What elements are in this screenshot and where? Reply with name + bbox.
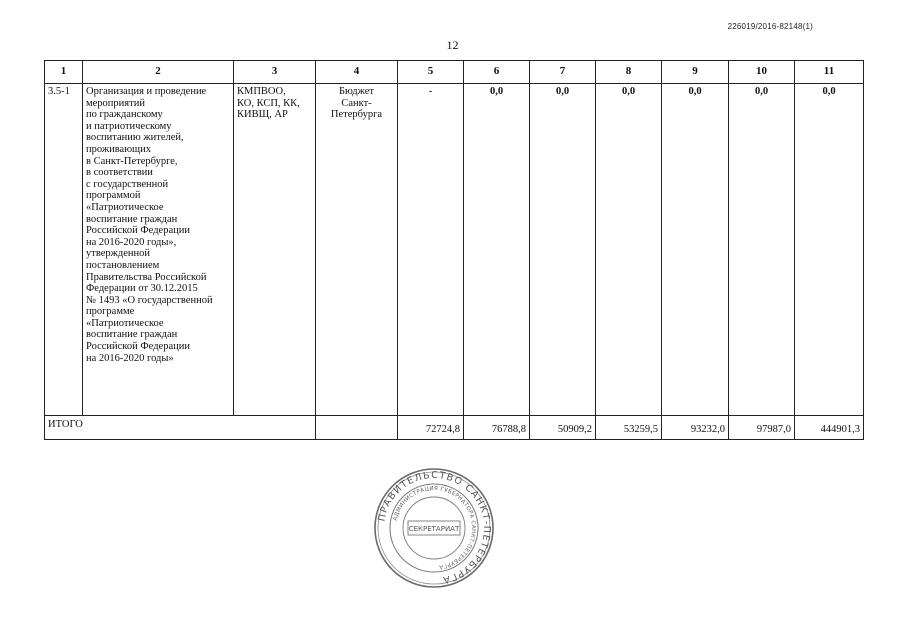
description-line: на 2016-2020 годы»,: [86, 236, 177, 248]
description-line: № 1493 «О государственной: [86, 294, 213, 306]
column-number: 7: [530, 61, 596, 84]
column-number: 1: [45, 61, 83, 84]
column-number: 6: [464, 61, 530, 84]
description-line: «Патриотическое: [86, 317, 164, 329]
description-line: в Санкт-Петербурге,: [86, 155, 178, 167]
column-number: 9: [662, 61, 729, 84]
description-line: на 2016-2020 годы»: [86, 352, 174, 364]
executors-line: КИВЩ, АР: [237, 109, 288, 121]
description-line: Федерации от 30.12.2015: [86, 283, 198, 295]
total-value: 97987,0: [729, 416, 795, 440]
description-line: программой: [86, 190, 141, 202]
total-empty-cell: [316, 416, 398, 440]
seal-outer-text: ПРАВИТЕЛЬСТВО САНКТ-ПЕТЕРБУРГА: [376, 469, 493, 586]
description-line: Организация и проведение: [86, 86, 207, 97]
description-line: «Патриотическое: [86, 201, 164, 213]
seal-inner-text: АДМИНИСТРАЦИЯ ГУБЕРНАТОРА САНКТ-ПЕТЕРБУРГА: [392, 485, 477, 570]
document-id: 226019/2016-82148(1): [727, 22, 813, 31]
row-value: 0,0: [530, 84, 596, 416]
row-executors: [234, 84, 316, 416]
total-value: 93232,0: [662, 416, 729, 440]
description-line: и патриотическому: [86, 120, 172, 132]
funding-source-line: Санкт-: [341, 97, 372, 109]
description-line: Правительства Российской: [86, 271, 207, 283]
total-value: 53259,5: [596, 416, 662, 440]
row-value: 0,0: [596, 84, 662, 416]
total-row: [45, 416, 864, 440]
description-line: воспитанию жителей,: [86, 132, 184, 144]
description-line: проживающих: [86, 143, 152, 155]
column-number: 11: [795, 61, 864, 84]
funding-source-line: Бюджет: [338, 86, 375, 97]
official-seal-stamp: [372, 466, 496, 590]
description-line: мероприятий: [86, 97, 145, 109]
column-number: 3: [234, 61, 316, 84]
total-label: ИТОГО: [45, 416, 316, 440]
page-number: 12: [446, 38, 459, 52]
description-line: Российской Федерации: [86, 341, 190, 353]
column-number: 4: [316, 61, 398, 84]
description-line: Российской Федерации: [86, 225, 190, 237]
funding-source-line: Петербурга: [330, 109, 383, 121]
row-value: 0,0: [795, 84, 864, 416]
total-value: 72724,8: [398, 416, 464, 440]
description-line: программе: [86, 306, 135, 318]
column-number: 10: [729, 61, 795, 84]
column-number: 8: [596, 61, 662, 84]
table-row: [45, 84, 864, 416]
total-value: 50909,2: [530, 416, 596, 440]
budget-table: [44, 60, 864, 440]
description-line: в соответствии: [86, 167, 153, 179]
row-funding-source: [316, 84, 398, 416]
executors-line: КО, КСП, КК,: [237, 97, 300, 109]
description-line: воспитание граждан: [86, 329, 178, 341]
column-number: 2: [83, 61, 234, 84]
total-value: 444901,3: [795, 416, 864, 440]
row-description: [83, 84, 234, 416]
total-value: 76788,8: [464, 416, 530, 440]
executors-line: КМПВОО,: [237, 86, 286, 97]
row-value: 0,0: [729, 84, 795, 416]
seal-center-text: СЕКРЕТАРИАТ: [408, 525, 460, 533]
description-line: воспитание граждан: [86, 213, 178, 225]
column-number-row: [45, 61, 864, 84]
description-line: постановлением: [86, 259, 160, 271]
row-number: 3.5-1: [45, 84, 83, 416]
description-line: с государственной: [86, 178, 169, 190]
column-number: 5: [398, 61, 464, 84]
row-value: 0,0: [662, 84, 729, 416]
description-line: по гражданскому: [86, 109, 163, 121]
row-value: 0,0: [464, 84, 530, 416]
description-line: утвержденной: [86, 248, 151, 260]
row-col5-value: -: [398, 84, 464, 416]
